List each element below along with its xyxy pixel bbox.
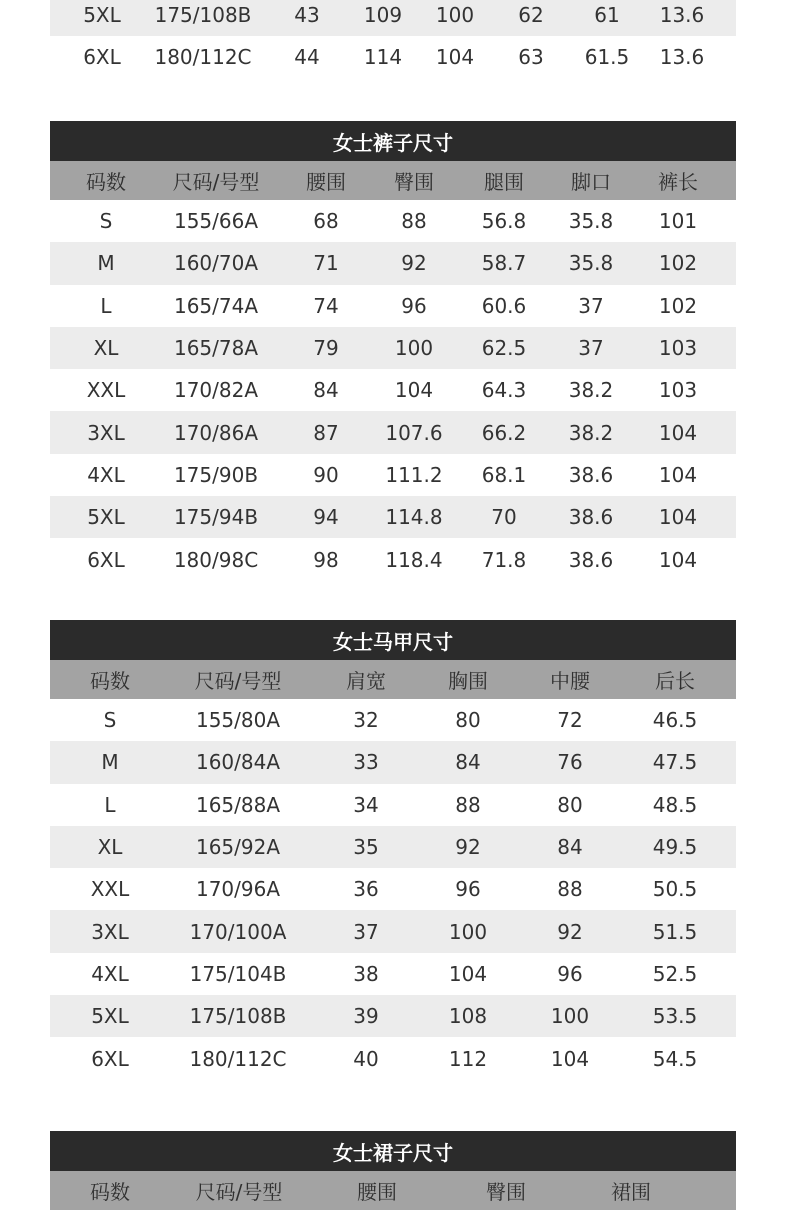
table-cell: 68.1 [481,462,527,487]
table-cell: 175/104B [189,961,287,986]
table-cell: M [97,251,115,276]
table-row [50,826,736,868]
table-cell: 170/86A [173,420,259,445]
table-row [50,369,736,411]
table-cell: 61 [594,3,620,28]
table-cell: 108 [448,1004,488,1029]
table-cell: 72 [557,708,583,733]
table-cell: 102 [658,251,698,276]
table-cell: 104 [394,378,434,403]
column-header: 尺码/号型 [195,1180,283,1204]
column-header: 腰围 [306,170,346,194]
table-cell: 165/92A [195,835,281,860]
table-row [50,285,736,327]
table-header-row [50,1171,736,1210]
table-cell: 175/94B [173,505,259,530]
table-row [50,1037,736,1079]
table-cell: 5XL [83,3,121,28]
table-cell: 53.5 [652,1004,698,1029]
table-row [50,327,736,369]
table-cell: 118.4 [385,547,443,572]
table-cell: 37 [353,919,379,944]
table-cell: 68 [313,209,339,234]
table-cell: 46.5 [652,708,698,733]
table-row [50,910,736,952]
table-cell: 96 [557,961,583,986]
table-cell: 111.2 [385,462,443,487]
table-title: 女士马甲尺寸 [50,620,736,660]
column-header: 脚口 [571,170,611,194]
table-cell: 155/80A [195,708,281,733]
table-cell: 37 [578,293,604,318]
table-cell: 52.5 [652,961,698,986]
column-header: 码数 [86,170,126,194]
table-cell: XL [97,835,123,860]
table-cell: 84 [557,835,583,860]
column-header: 胸围 [448,669,488,693]
table-row [50,496,736,538]
table-cell: 104 [658,547,698,572]
table-cell: 92 [455,835,481,860]
skirt-size-table [50,1131,736,1210]
table-cell: 38 [353,961,379,986]
table-row [50,200,736,242]
table-cell: S [103,708,117,733]
table-cell: 170/96A [195,877,281,902]
table-cell: 92 [557,919,583,944]
table-cell: 5XL [91,1004,129,1029]
table-cell: 56.8 [481,209,527,234]
table-cell: 165/78A [173,336,259,361]
pants-size-table [50,121,736,581]
table-cell: 35 [353,835,379,860]
table-cell: 60.6 [481,293,527,318]
table-cell: 170/100A [189,919,287,944]
table-cell: 64.3 [481,378,527,403]
table-cell: L [104,792,116,817]
table-cell: 100 [394,336,434,361]
table-cell: 6XL [91,1046,129,1071]
table-cell: 48.5 [652,792,698,817]
table-cell: 84 [455,750,481,775]
table-cell: 101 [658,209,698,234]
table-cell: 6XL [87,547,125,572]
column-header: 腿围 [484,170,524,194]
table-cell: 58.7 [481,251,527,276]
column-header: 后长 [655,669,695,693]
table-cell: 43 [294,3,320,28]
column-header: 码数 [90,669,130,693]
table-cell: 103 [658,336,698,361]
table-cell: 114 [363,45,403,70]
top-size-table [50,0,736,79]
table-row [50,454,736,496]
table-cell: 155/66A [173,209,259,234]
table-cell: 6XL [83,45,121,70]
table-cell: 5XL [87,505,125,530]
table-row [50,699,736,741]
table-cell: 47.5 [652,750,698,775]
table-cell: 62.5 [481,336,527,361]
table-row [50,538,736,580]
table-cell: 92 [401,251,427,276]
table-cell: 104 [448,961,488,986]
table-cell: 38.6 [568,547,614,572]
column-header: 腰围 [357,1180,397,1204]
table-cell: 37 [578,336,604,361]
table-cell: 62 [518,3,544,28]
table-row [50,36,736,78]
table-cell: 107.6 [385,420,443,445]
column-header: 中腰 [550,669,590,693]
table-cell: 38.2 [568,378,614,403]
table-cell: 109 [363,3,403,28]
table-cell: 104 [435,45,475,70]
table-cell: 79 [313,336,339,361]
table-header-row [50,660,736,699]
table-cell: 87 [313,420,339,445]
table-cell: 100 [448,919,488,944]
table-cell: 66.2 [481,420,527,445]
table-cell: 104 [658,462,698,487]
table-cell: 88 [455,792,481,817]
table-row [50,741,736,783]
table-cell: 13.6 [659,45,705,70]
table-row [50,242,736,284]
table-cell: 170/82A [173,378,259,403]
table-cell: 38.2 [568,420,614,445]
table-cell: 160/70A [173,251,259,276]
table-cell: 80 [455,708,481,733]
table-cell: 180/98C [173,547,259,572]
table-cell: 49.5 [652,835,698,860]
table-cell: 98 [313,547,339,572]
table-cell: 103 [658,378,698,403]
table-cell: 84 [313,378,339,403]
table-cell: 39 [353,1004,379,1029]
table-cell: 80 [557,792,583,817]
table-cell: 71.8 [481,547,527,572]
table-row [50,0,736,36]
table-cell: 94 [313,505,339,530]
column-header: 码数 [90,1180,130,1204]
table-cell: 96 [455,877,481,902]
table-cell: 100 [550,1004,590,1029]
table-cell: 88 [557,877,583,902]
table-cell: 61.5 [584,45,630,70]
table-cell: 51.5 [652,919,698,944]
column-header: 臀围 [486,1180,526,1204]
table-header-row [50,161,736,200]
table-cell: 63 [518,45,544,70]
column-header: 尺码/号型 [194,669,282,693]
table-cell: 180/112C [154,45,252,70]
table-cell: 32 [353,708,379,733]
table-cell: L [100,293,112,318]
table-row [50,868,736,910]
table-cell: 165/88A [195,792,281,817]
table-cell: 180/112C [189,1046,287,1071]
table-cell: 34 [353,792,379,817]
table-cell: 70 [491,505,517,530]
table-cell: 74 [313,293,339,318]
table-cell: 4XL [87,462,125,487]
table-cell: 104 [550,1046,590,1071]
table-row [50,784,736,826]
column-header: 裙围 [611,1180,651,1204]
table-cell: 71 [313,251,339,276]
table-cell: 35.8 [568,251,614,276]
column-header: 臀围 [394,170,434,194]
column-header: 肩宽 [346,669,386,693]
table-cell: 96 [401,293,427,318]
table-cell: 40 [353,1046,379,1071]
table-cell: S [99,209,113,234]
table-cell: 165/74A [173,293,259,318]
column-header: 裤长 [658,170,698,194]
table-cell: 36 [353,877,379,902]
table-cell: 112 [448,1046,488,1071]
table-cell: 90 [313,462,339,487]
table-title: 女士裤子尺寸 [50,121,736,161]
table-cell: 175/108B [189,1004,287,1029]
column-header: 尺码/号型 [172,170,260,194]
table-cell: 50.5 [652,877,698,902]
table-cell: XXL [86,378,126,403]
table-cell: 114.8 [385,505,443,530]
table-cell: 13.6 [659,3,705,28]
table-cell: 76 [557,750,583,775]
vest-size-table [50,620,736,1080]
table-cell: 3XL [87,420,125,445]
table-title: 女士裙子尺寸 [50,1131,736,1171]
table-cell: 44 [294,45,320,70]
table-cell: 54.5 [652,1046,698,1071]
table-cell: 3XL [91,919,129,944]
table-cell: 104 [658,505,698,530]
table-cell: 35.8 [568,209,614,234]
table-cell: XXL [90,877,130,902]
table-cell: XL [93,336,119,361]
table-cell: 88 [401,209,427,234]
table-cell: 4XL [91,961,129,986]
table-cell: M [101,750,119,775]
table-cell: 160/84A [195,750,281,775]
table-row [50,995,736,1037]
table-cell: 175/90B [173,462,259,487]
table-cell: 38.6 [568,505,614,530]
table-row [50,411,736,453]
table-cell: 104 [658,420,698,445]
table-cell: 100 [435,3,475,28]
table-cell: 38.6 [568,462,614,487]
table-cell: 175/108B [154,3,252,28]
table-row [50,953,736,995]
table-cell: 33 [353,750,379,775]
table-cell: 102 [658,293,698,318]
